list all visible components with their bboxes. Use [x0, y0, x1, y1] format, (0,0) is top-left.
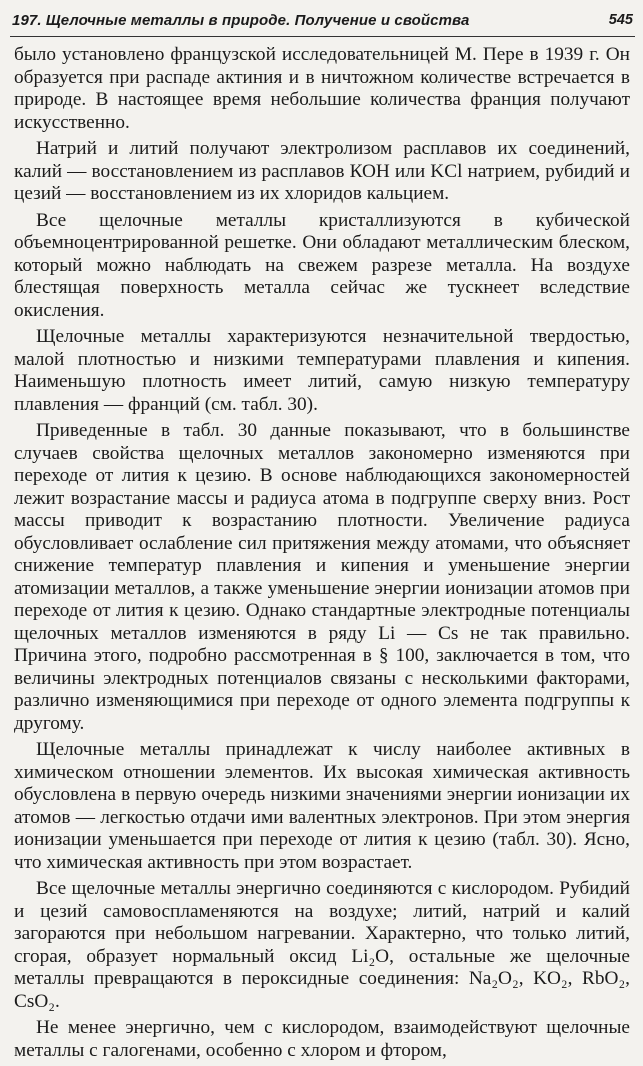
paragraph-5: Приведенные в табл. 30 данные показывают, что в большинстве случаев свойства щелочных металлов закономерно изменяются при переходе от лития к цезию. В основе наблюдающихся закономерностей лежит возрастание массы и радиуса атома в подгруппе сверху вниз. Рост массы приводит к возрастанию плотности. Увеличение радиуса обусловливает ослабление сил притяжения между атомами, что объясняет снижение температур плавления и кипения и уменьшение энергии атомизации металлов, а также уменьшение энергии ионизации атомов при переходе от лития к цезию. Однако стандартные электродные потенциалы щелочных металлов изменяются в ряду Li — Cs не так правильно. Причина этого, подробно рассмотренная в § 100, заключается в том, что величины электродных потенциалов связаны с несколькими факторами, различно изменяющимися при переходе от одного элемента подгруппы к другому. [14, 420, 630, 734]
paragraph-1: было установлено французской исследовательницей М. Пере в 1939 г. Он образуется при распаде актиния и в ничтожном количестве встречается в природе. В настоящее время небольшие количества франция получают искусственно. [14, 44, 630, 133]
paragraph-7: Все щелочные металлы энергично соединяются с кислородом. Рубидий и цезий самовоспламеняются на воздухе; литий, натрий и калий загораются при небольшом нагревании. Характерно, что только литий, сгорая, образует нормальный оксид Li₂O, остальные же щелочные металлы превращаются в пероксидные соединения: Na₂O₂, KO₂, RbO₂, CsO₂. [14, 878, 630, 1012]
paragraph-6: Щелочные металлы принадлежат к числу наиболее активных в химическом отношении элементов. Их высокая химическая активность обусловлена в первую очередь низкими значениями энергии ионизации их атомов — легкостью отдачи ими валентных электронов. При этом энергия ионизации уменьшается при переходе от лития к цезию (табл. 30). Ясно, что химическая активность при этом возрастает. [14, 739, 630, 873]
page-number: 545 [608, 12, 633, 28]
paragraph-2: Натрий и литий получают электролизом расплавов их соединений, калий — восстановлением из расплавов КОН или KCl натрием, рубидий и цезий — восстановлением из их хлоридов кальцием. [14, 138, 630, 204]
paragraph-4: Щелочные металлы характеризуются незначительной твердостью, малой плотностью и низкими температурами плавления и кипения. Наименьшую плотность имеет литий, самую низкую температуру плавления — франций (см. табл. 30). [14, 326, 630, 415]
body-text [14, 44, 630, 1066]
paragraph-8: Не менее энергично, чем с кислородом, взаимодействуют щелочные металлы с галогенами, особенно с хлором и фтором, [14, 1017, 630, 1061]
chapter-title: 197. Щелочные металлы в природе. Получение и свойства [12, 12, 470, 29]
running-header [10, 6, 635, 37]
paragraph-3: Все щелочные металлы кристаллизуются в кубической объемноцентрированной решетке. Они обладают металлическим блеском, который можно наблюдать на свежем разрезе металла. На воздухе блестящая поверхность металла сейчас же тускнеет вследствие окисления. [14, 209, 630, 321]
